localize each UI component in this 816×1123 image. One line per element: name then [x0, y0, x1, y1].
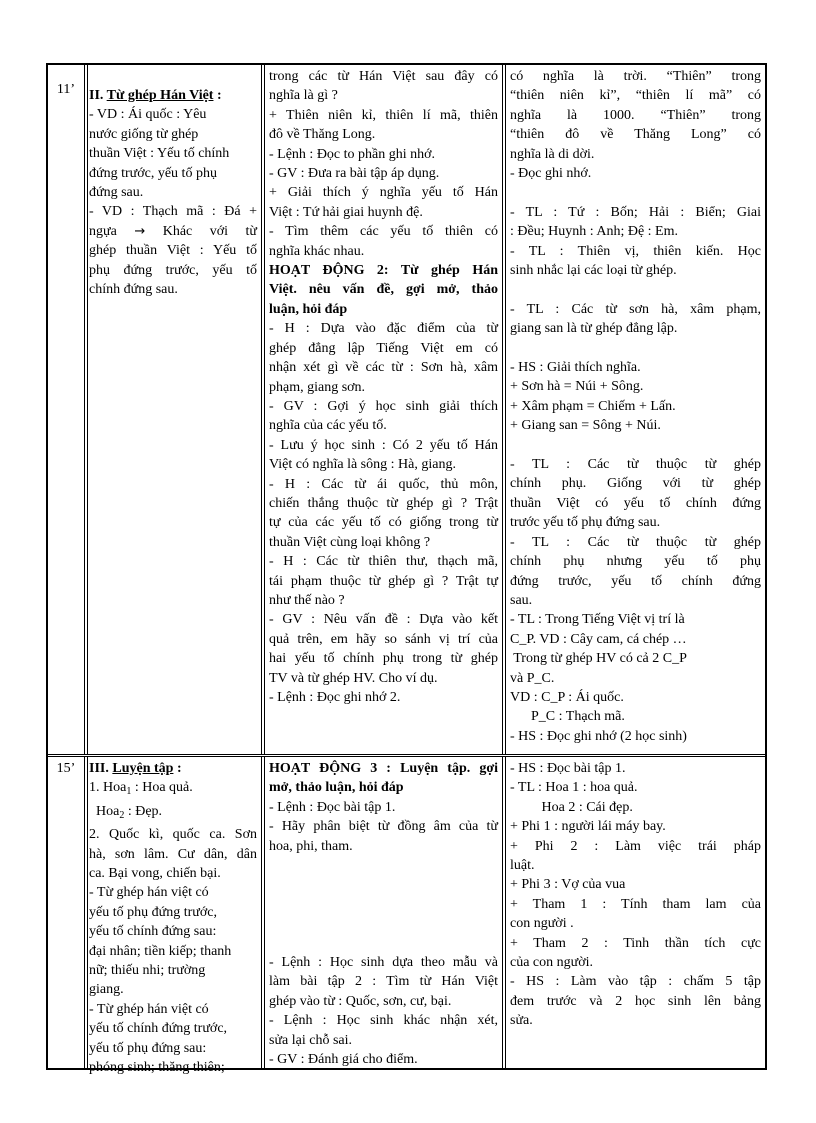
text-line: sau.	[510, 592, 533, 608]
text-line: - TL : Các từ thuộc từ ghép	[510, 534, 761, 550]
text-line: P_C : Thạch mã.	[510, 709, 625, 725]
text-line: chính phụ. Giống với từ ghép	[510, 476, 761, 492]
activity-heading: mở, thảo luận, hỏi đáp	[269, 780, 404, 796]
text-line: - TL : Thiên vị, thiên kiến. Học	[510, 243, 761, 259]
text-line: - HS : Giải thích nghĩa.	[510, 360, 641, 376]
text-line: nghĩa là gì ?	[269, 88, 338, 104]
blank-line	[510, 183, 761, 202]
text-line: - H : Dựa vào đặc điểm của từ	[269, 321, 498, 337]
text-line: - Hãy phân biệt từ đồng âm của từ	[269, 819, 498, 835]
text-line: giang san là từ ghép đẳng lập.	[510, 321, 678, 337]
text-line: đứng trước, yếu tố phụ	[89, 165, 217, 181]
text-line: chiến thắng thuộc từ ghép gì ? Trật	[269, 495, 498, 511]
blank-line	[510, 280, 761, 299]
text-line: nghĩa là 1000. “Thiên” trong	[510, 107, 761, 123]
text-line: - Tìm thêm các yếu tố thiên có	[269, 224, 498, 240]
blank-line	[510, 436, 761, 455]
text-line: - Lệnh : Đọc ghi nhớ 2.	[269, 690, 401, 705]
text-line: + Phi 1 : người lái máy bay.	[510, 819, 666, 835]
text-line: - Lưu ý học sinh : Có 2 yếu tố Hán	[269, 437, 498, 453]
text-line: luật.	[510, 858, 535, 874]
text-line: hà, sơn lâm. Cư dân, dân	[89, 846, 257, 862]
text-line: phạm, giang sơn.	[269, 379, 366, 395]
text-line: - Từ ghép hán việt có	[89, 885, 209, 901]
text-line: ngựa → Khác với từ	[89, 223, 258, 239]
text-line: đứng sau.	[89, 185, 144, 201]
text-line: yếu tố phụ đứng trước,	[89, 904, 217, 920]
text-line: và P_C.	[510, 670, 555, 686]
text-line: - HS : Đọc ghi nhớ (2 học sinh)	[510, 728, 687, 744]
text-line: + Giang san = Sông + Núi.	[510, 418, 661, 434]
text-line: sửa.	[510, 1013, 533, 1029]
activity-heading: HOẠT ĐỘNG 3 : Luyện tập. gợi	[269, 761, 498, 776]
text-line: 2. Quốc kì, quốc ca. Sơn	[89, 827, 257, 843]
text-line: - GV : Đánh giá cho điểm.	[269, 1052, 418, 1068]
activity-heading: Việt. nêu vấn đề, gợi mở, thảo	[269, 282, 498, 298]
text-line: + Phi 3 : Vợ của vua	[510, 877, 626, 893]
lesson-plan-table	[46, 63, 767, 1076]
text-line: nghĩa khác nhau.	[269, 243, 365, 259]
text-line: - TL : Tứ : Bốn; Hải : Biển; Giai	[510, 204, 761, 220]
text-line: - GV : Đưa ra bài tập áp dụng.	[269, 166, 440, 182]
table-row	[48, 757, 765, 1076]
text-line: đại nhân; tiền kiếp; thanh	[89, 943, 232, 959]
text-line: như thế nào ?	[269, 592, 345, 608]
text-line: - TL : Các từ sơn hà, xâm phạm,	[510, 301, 761, 317]
text-line: - HS : Đọc bài tập 1.	[510, 761, 626, 776]
content-cell	[85, 757, 261, 1076]
text-line: thuần Việt : Yếu tố chính	[89, 146, 230, 162]
text-line: TV và từ ghép HV. Cho ví dụ.	[269, 670, 438, 686]
text-line: làm bài tập 2 : Tìm từ Hán Việt	[269, 974, 498, 990]
text-line: nữ; thiếu nhi; trường	[89, 963, 206, 979]
text-line: đô về Thăng Long.	[269, 127, 376, 143]
text-line: đứng trước, yếu tố chính đứng	[510, 573, 761, 589]
text-line: - GV : Nêu vấn đề : Dựa vào kết	[269, 612, 498, 628]
text-line: Trong từ ghép HV có cả 2 C_P	[510, 651, 687, 667]
text-line: + Phi 2 : Làm việc trái pháp	[510, 838, 761, 854]
text-line: đem trước và 2 học sinh lên bảng	[510, 993, 761, 1009]
text-line: - H : Các từ thiên thư, thạch mã,	[269, 554, 498, 570]
text-line: phụ đứng trước, yếu tố	[89, 262, 257, 278]
text-line: - TL : Hoa 1 : hoa quả.	[510, 780, 638, 796]
activity-cell	[265, 65, 502, 754]
text-line: phóng sinh; thăng thiên;	[89, 1060, 225, 1076]
text-line: trong các từ Hán Việt sau đây có	[269, 69, 498, 84]
text-line: “thiên niên kỉ”, “thiên lí mã” có	[510, 88, 761, 104]
text-line: quả trên, em hãy so sánh vị trí của	[269, 631, 498, 647]
text-line: yếu tố chính đứng trước,	[89, 1021, 228, 1037]
text-line: sửa lại chỗ sai.	[269, 1032, 353, 1048]
text-line: yếu tố chính đứng sau:	[89, 924, 217, 940]
text-line: nghĩa của các yếu tố.	[269, 418, 387, 434]
text-line: - Lệnh : Học sinh khác nhận xét,	[269, 1013, 498, 1029]
text-line: + Thiên niên kỉ, thiên lí mã, thiên	[269, 107, 498, 123]
time-value: 11’	[56, 82, 76, 97]
spacer	[269, 856, 498, 953]
text-line: 1. Hoa$_1$ : Hoa quả.	[89, 780, 193, 798]
text-line: - TL : Trong Tiếng Việt vị trí là	[510, 612, 685, 628]
text-line: - Lệnh : Đọc to phần ghi nhớ.	[269, 146, 436, 162]
text-line: + Tham 2 : Tinh thần tích cực	[510, 935, 761, 951]
time-cell	[48, 757, 84, 1068]
text-line: nghĩa là di dời.	[510, 146, 595, 162]
text-line: - TL : Các từ thuộc từ ghép	[510, 457, 761, 473]
text-line: - Lệnh : Đọc bài tập 1.	[269, 799, 396, 815]
text-line: - Đọc ghi nhớ.	[510, 166, 592, 182]
text-line: thuần Việt có yếu tố chính đứng	[510, 495, 761, 511]
time-value: 15’	[56, 761, 76, 776]
text-line: Việt có nghĩa là sông : Hà, giang.	[269, 457, 456, 473]
text-line: + Sơn hà = Núi + Sông.	[510, 379, 644, 395]
text-line: - GV : Gợi ý học sinh giải thích	[269, 398, 498, 414]
text-line: Hoa 2 : Cái đẹp.	[510, 799, 633, 815]
arrow-right-icon: →	[134, 223, 146, 239]
activity-heading: luận, hỏi đáp	[269, 301, 348, 317]
text-line: thuần Việt cùng loại không ?	[269, 534, 431, 550]
text-line: - VD : Ái quốc : Yêu	[89, 107, 207, 123]
text-line: sinh nhắc lại các loại từ ghép.	[510, 263, 677, 279]
text-line: chính đứng sau.	[89, 282, 178, 298]
text-line: + Giải thích ý nghĩa yếu tố Hán	[269, 185, 498, 201]
text-line: trước yếu tố phụ đứng sau.	[510, 515, 661, 531]
response-cell	[506, 757, 765, 1068]
text-line: nước giống từ ghép	[89, 126, 199, 142]
text-line: tự của các yếu tố có giống trong từ	[269, 515, 498, 531]
blank-line	[510, 339, 761, 358]
text-line: ghép vào từ : Quốc, sơn, cư, bại.	[269, 993, 452, 1009]
text-line: ghép đẳng lập Tiếng Việt em có	[269, 340, 498, 356]
text-line: giang.	[89, 982, 124, 998]
text-line: chính phụ nhưng yếu tố phụ	[510, 554, 761, 570]
text-line: - H : Các từ ái quốc, thủ môn,	[269, 476, 498, 492]
content-cell	[85, 65, 261, 754]
section-heading: III. Luyện tập :	[89, 761, 182, 776]
response-cell	[506, 65, 765, 754]
text-line: ghép thuần Việt : Yếu tố	[89, 243, 257, 259]
text-line: Hoa$_2$ : Đẹp.	[89, 803, 163, 821]
text-line: + Xâm phạm = Chiếm + Lấn.	[510, 398, 676, 414]
text-line: tái phạm thuộc từ ghép gì ? Trật tự	[269, 573, 498, 589]
text-line: của con người.	[510, 955, 594, 971]
text-line: - VD : Thạch mã : Đá +	[89, 204, 257, 220]
text-line: hai yếu tố chính phụ trong từ ghép	[269, 651, 498, 667]
text-line: “thiên đô về Thăng Long” có	[510, 127, 761, 143]
text-line: : Đều; Huynh : Anh; Đệ : Em.	[510, 224, 678, 240]
text-line: nhận xét gì về các từ : Sơn hà, xâm	[269, 360, 498, 376]
text-line: con người .	[510, 916, 574, 932]
text-line: + Tham 1 : Tính tham lam của	[510, 896, 761, 912]
text-line: có nghĩa là trời. “Thiên” trong	[510, 69, 761, 84]
time-cell	[48, 65, 84, 754]
activity-cell	[265, 757, 502, 1068]
text-line: hoa, phi, tham.	[269, 838, 353, 854]
text-line: ca. Bại vong, chiến bại.	[89, 866, 221, 882]
text-line: yếu tố phụ đứng sau:	[89, 1040, 207, 1056]
text-line: C_P. VD : Cây cam, cá chép …	[510, 631, 687, 647]
text-line: - Từ ghép hán việt có	[89, 1001, 209, 1017]
text-line: Việt : Tứ hải giai huynh đệ.	[269, 204, 423, 220]
text-line: - Lệnh : Học sinh dựa theo mẫu và	[269, 955, 498, 971]
table-row	[48, 65, 765, 757]
activity-heading: HOẠT ĐỘNG 2: Từ ghép Hán	[269, 263, 498, 279]
text-line: - HS : Làm vào tập : chấm 5 tập	[510, 974, 761, 990]
section-heading: II. Từ ghép Hán Việt :	[89, 88, 222, 103]
text-line: VD : C_P : Ái quốc.	[510, 689, 624, 705]
